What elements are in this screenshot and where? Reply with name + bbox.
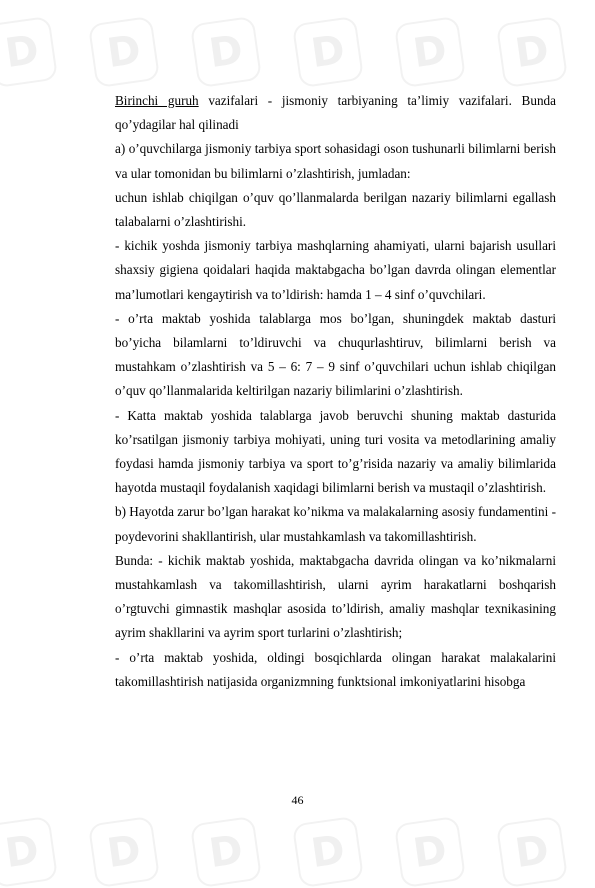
paragraph-text: uchun ishlab chiqilgan o’quv qo’llanmalarda berilgan nazariy bilimlarni egallash talabalarni o’zlashtirishi. <box>115 189 556 230</box>
paragraph-text: - kichik yoshda jismoniy tarbiya mashqlarning ahamiyati, ularni bajarish usullari shaxsiy gigiena qoidalari haqida maktabgacha bo’lgan davrda olingan elementlar ma’lumotlari kengaytirish va to’ldirish: hamda 1 – 4 sinf o’quvchilari. <box>115 238 556 302</box>
watermark-row <box>0 820 564 884</box>
watermark-logo-icon: D <box>88 16 160 88</box>
paragraph-text: b) Hayotda zarur bo’lgan harakat ko’nikma va malakalarning asosiy fundamentini - poydevorini shakllantirish, ular mustahkamlash va takomillashtirish. <box>115 504 556 544</box>
paragraph-text: - o’rta maktab yoshida talablarga mos bo’lgan, shuningdek maktab dasturi bo’yicha bilamlarni to’ldiruvchi va chuqurlashtiruv, bilimlarni berish va mustahkam o’zlashtirish va 5 – 6: 7 – 9 sinf o’quvchilari uchun ishlab chiqilgan o’quv qo’llanmalarida keltirilgan nazariy bilimlarini o’zlashtirish. <box>115 310 556 399</box>
watermark-logo-icon: D <box>292 816 364 888</box>
paragraph <box>115 89 556 137</box>
watermark-logo-icon: D <box>496 16 568 88</box>
page-number: 46 <box>291 793 304 807</box>
watermark-logo-icon: D <box>394 816 466 888</box>
paragraph <box>115 234 556 307</box>
watermark-logo-icon: D <box>0 16 58 88</box>
watermark-logo-icon: D <box>0 816 58 888</box>
paragraph <box>115 646 556 694</box>
watermark-logo-icon: D <box>190 16 262 88</box>
watermark-logo-icon: D <box>394 16 466 88</box>
paragraph-text: - Katta maktab yoshida talablarga javob beruvchi shuning maktab dasturida ko’rsatilgan jismoniy tarbiya mohiyati, uning turi vosita va metodlarining amaliy foydasi hamda jismoniy tarbiya va sport to’g’risida nazariy va amaliy bilimlarida hayotda mustaqil foydalanish xaqidagi bilimlarni berish va mustaqil o’zlashtirish. <box>115 407 556 496</box>
paragraph-text: vazifalari - jismoniy tarbiyaning ta’limiy vazifalari. Bunda qo’ydagilar hal qilinadi <box>115 93 556 133</box>
document-body <box>115 89 556 694</box>
watermark-logo-icon: D <box>496 816 568 888</box>
paragraph <box>115 500 556 548</box>
watermark-logo-icon: D <box>292 16 364 88</box>
section-lead: Birinchi guruh <box>115 93 199 108</box>
paragraph-text: Bunda: - kichik maktab yoshida, maktabgacha davrida olingan va ko’nikmalarni mustahkamlash va takomillashtirish, ularni ayrim harakatlarni boshqarish o’rgtuvchi gimnastik mashqlar asosida to’ldirish, amaliy mashqlar texnikasining ayrim shakllarini va ayrim sport turlarini o’zlashtirish; <box>115 552 556 641</box>
paragraph <box>115 137 556 185</box>
paragraph-text: - o’rta maktab yoshida, oldingi bosqichlarda olingan harakat malakalarini takomillashtirish natijasida organizmning funktsional imkoniyatlarini hisobga <box>115 649 556 689</box>
paragraph <box>115 549 556 646</box>
watermark-logo-icon: D <box>190 816 262 888</box>
paragraph-text: a) o’quvchilarga jismoniy tarbiya sport sohasidagi oson tushunarli bilimlarni berish va ular tomonidan bu bilimlarni o’zlashtirish, jumladan: <box>115 141 556 181</box>
paragraph <box>115 186 556 234</box>
watermark-row <box>0 20 564 84</box>
paragraph <box>115 307 556 404</box>
watermark-logo-icon: D <box>88 816 160 888</box>
paragraph <box>115 404 556 501</box>
